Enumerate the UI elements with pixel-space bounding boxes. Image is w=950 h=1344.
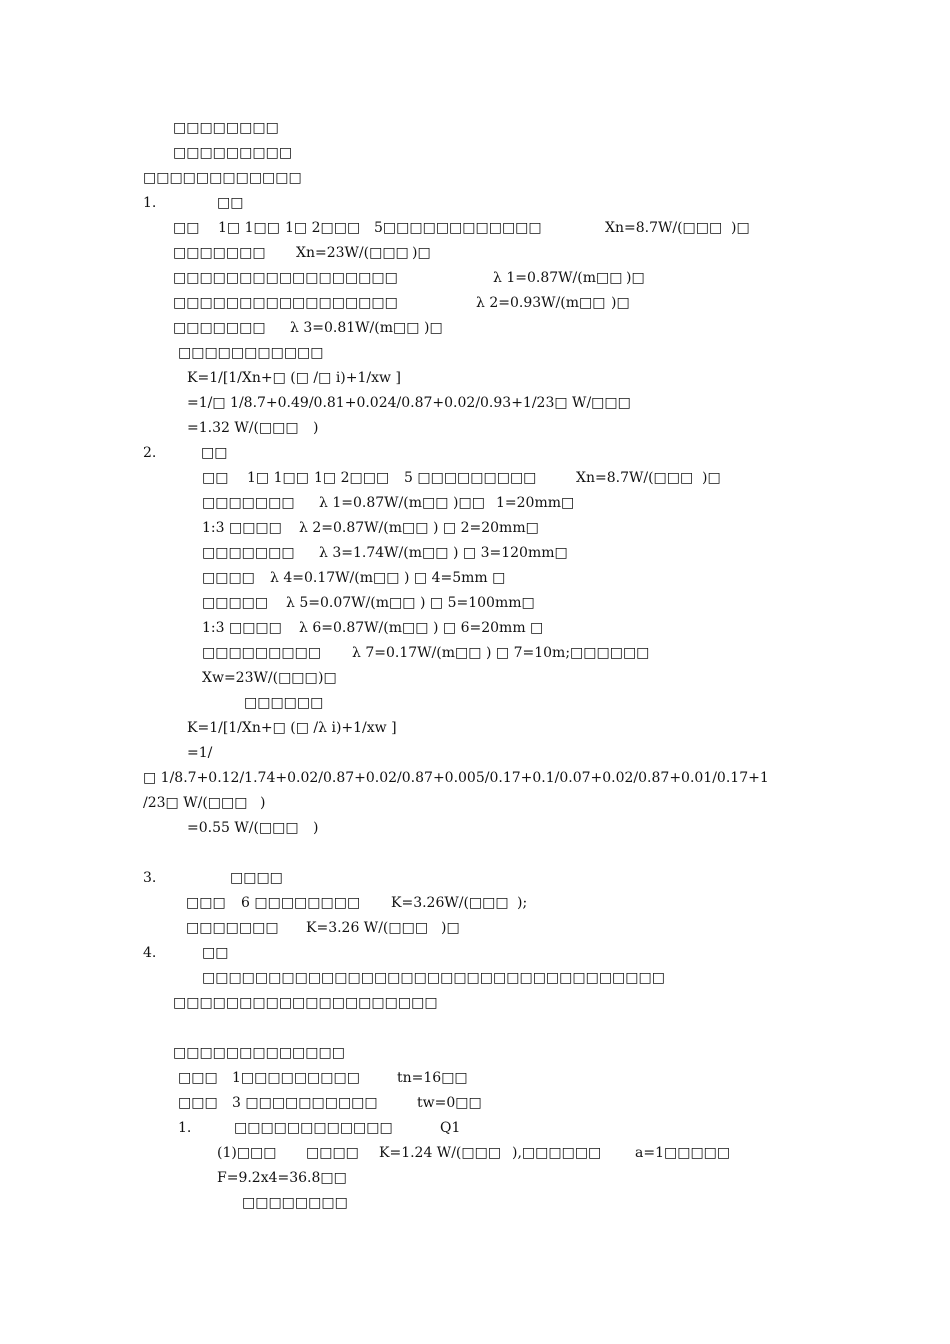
section-number: 4.: [143, 945, 157, 961]
text-run: λ 4=0.17W/(m□□: [270, 570, 400, 586]
text-run: λ 3=1.74W/(m□□: [319, 545, 449, 561]
text-run: □□□□□□□: [202, 495, 295, 511]
text-run: 1:3 □□□□: [202, 620, 282, 636]
text-run: □□□□□□□: [173, 320, 266, 336]
text-run: λ 2=0.93W/(m□□: [476, 295, 606, 311]
formula-text: ): [260, 795, 266, 811]
text-run: □□□□□□□□□: [202, 645, 322, 661]
text-run: λ 7=0.17W/(m□□: [352, 645, 482, 661]
text-run: K=1.24 W/(□□□: [379, 1145, 502, 1161]
text-run: )□: [424, 320, 443, 336]
text-line: [0, 1144, 950, 1162]
text-run: □□□□□□□□□□□□□□□□□: [173, 270, 398, 286]
text-line: [0, 594, 950, 612]
text-line: [0, 444, 950, 462]
text-line: [0, 1069, 950, 1087]
text-run: 5 □□□□□□□□□: [404, 470, 537, 486]
text-line: [0, 944, 950, 962]
formula-text: /23□ W/(□□□: [143, 795, 248, 811]
formula-line: [0, 794, 950, 812]
text-run: 1□ 2□□□: [285, 220, 361, 236]
text-run: F=9.2x4=36.8□□: [217, 1170, 347, 1186]
text-line: [0, 269, 950, 287]
text-run: □□□□□□□□: [242, 1195, 348, 1211]
section-number: 1.: [178, 1120, 192, 1136]
text-run: )□: [731, 220, 750, 236]
text-run: Xw=23W/(□□□: [202, 670, 318, 686]
text-run: □□□: [178, 1070, 218, 1086]
text-run: □□□□□□□□□□□□□□□□□□□□□□□□□□□□□□□□□□□: [202, 970, 665, 986]
text-line: [0, 969, 950, 987]
text-line: [0, 169, 950, 187]
text-run: )□: [441, 920, 460, 936]
text-run: □□□□: [306, 1145, 359, 1161]
text-run: 6 □□□□□□□□: [241, 895, 361, 911]
section-heading: □□: [217, 195, 244, 211]
text-run: □□□□□: [202, 595, 269, 611]
text-run: )□: [412, 245, 431, 261]
section-number: 2.: [143, 445, 157, 461]
text-run: (1)□□□: [217, 1145, 277, 1161]
text-line: [0, 119, 950, 137]
text-run: □□: [202, 470, 229, 486]
text-run: )□□: [453, 495, 485, 511]
text-run: ) □ 4=5mm □: [404, 570, 506, 586]
text-line: [0, 1119, 950, 1137]
text-line: [0, 694, 950, 712]
text-line: [0, 244, 950, 262]
formula-text: ): [313, 420, 319, 436]
text-run: 3 □□□□□□□□□□: [232, 1095, 378, 1111]
text-line: [0, 319, 950, 337]
text-run: ) □ 7=10m;□□□□□□: [486, 645, 650, 661]
text-run: K=3.26W/(□□□: [391, 895, 509, 911]
text-line: [0, 869, 950, 887]
text-run: □□□: [178, 1095, 218, 1111]
text-line: [0, 919, 950, 937]
text-run: ),□□□□□□: [512, 1145, 602, 1161]
formula-line: [0, 419, 950, 437]
text-line: [0, 669, 950, 687]
formula-text: =1/□ 1/8.7+0.49/0.81+0.024/0.87+0.02/0.93+1/23□ W/□□□: [187, 395, 631, 411]
text-line: [0, 994, 950, 1012]
text-line: [0, 494, 950, 512]
text-run: tw=0□□: [417, 1095, 482, 1111]
text-run: )□: [611, 295, 630, 311]
section-heading: □□□□: [230, 870, 283, 886]
text-run: □□□□□□□□□□□□□: [173, 1045, 345, 1061]
formula-line: [0, 719, 950, 737]
text-run: 5□□□□□□□□□□□□: [374, 220, 542, 236]
text-line: [0, 294, 950, 312]
formula-line: [0, 369, 950, 387]
text-run: □□□: [186, 895, 226, 911]
text-line: [0, 194, 950, 212]
text-run: □□□□□□□□□□□□: [234, 1120, 393, 1136]
text-line: [0, 544, 950, 562]
text-run: )□: [318, 670, 337, 686]
text-run: );: [517, 895, 528, 911]
text-run: □□□□□□□□□□□□□□□□□□□□: [173, 995, 438, 1011]
section-heading: □□: [201, 445, 228, 461]
text-run: □□□□□□□□□□□□□□□□□: [173, 295, 398, 311]
text-run: λ 5=0.07W/(m□□: [286, 595, 416, 611]
text-run: □□□□□□□□□: [173, 145, 293, 161]
text-run: 1:3 □□□□: [202, 520, 282, 536]
text-line: [0, 569, 950, 587]
text-run: λ 1=0.87W/(m□□: [319, 495, 449, 511]
formula-line: [0, 394, 950, 412]
section-number: 1.: [143, 195, 157, 211]
text-run: 1□ 1□□: [218, 220, 280, 236]
text-run: 1□ 2□□□: [314, 470, 390, 486]
text-run: □□□□: [202, 570, 255, 586]
text-line: [0, 644, 950, 662]
text-run: □□□□□□□□□□□: [178, 345, 324, 361]
text-run: ) □ 2=20mm□: [433, 520, 539, 536]
text-run: )□: [626, 270, 645, 286]
text-run: λ 1=0.87W/(m□□: [493, 270, 623, 286]
text-run: □□□□□□□: [186, 920, 279, 936]
formula-text: K=1/[1/Xn+□ (□ /□ i)+1/xw ]: [187, 370, 401, 386]
text-run: □□□□□□□□□□□□: [143, 170, 302, 186]
section-number: 3.: [143, 870, 157, 886]
text-line: [0, 1094, 950, 1112]
text-run: 1=20mm□: [496, 495, 575, 511]
formula-text: =1.32 W/(□□□: [187, 420, 299, 436]
formula-text: =0.55 W/(□□□: [187, 820, 299, 836]
formula-text: K=1/[1/Xn+□ (□ /λ i)+1/xw ]: [187, 720, 397, 736]
text-line: [0, 619, 950, 637]
text-run: λ 2=0.87W/(m□□: [299, 520, 429, 536]
text-run: □□□□□□: [244, 695, 324, 711]
text-run: λ 3=0.81W/(m□□: [290, 320, 420, 336]
text-run: Q1: [440, 1120, 461, 1136]
text-line: [0, 219, 950, 237]
formula-text: =1/: [187, 745, 213, 761]
text-run: a=1□□□□□: [635, 1145, 731, 1161]
formula-text: □ 1/8.7+0.12/1.74+0.02/0.87+0.02/0.87+0.005/0.17+0.1/0.07+0.02/0.87+0.01/0.17+1: [143, 770, 769, 786]
text-run: □□□□□□□□: [173, 120, 279, 136]
formula-line: [0, 769, 950, 787]
text-run: tn=16□□: [397, 1070, 468, 1086]
formula-line: [0, 819, 950, 837]
text-line: [0, 1169, 950, 1187]
text-run: □□: [173, 220, 200, 236]
text-run: ) □ 5=100mm□: [420, 595, 535, 611]
formula-line: [0, 744, 950, 762]
text-run: 1□□□□□□□□□: [232, 1070, 360, 1086]
text-line: [0, 144, 950, 162]
text-line: [0, 894, 950, 912]
text-line: [0, 1194, 950, 1212]
text-line: [0, 344, 950, 362]
text-run: Xn=8.7W/(□□□: [576, 470, 694, 486]
text-run: □□□□□□□: [202, 545, 295, 561]
text-run: ) □ 6=20mm □: [433, 620, 544, 636]
text-run: )□: [702, 470, 721, 486]
text-line: [0, 519, 950, 537]
formula-text: ): [313, 820, 319, 836]
section-heading: □□: [202, 945, 229, 961]
text-run: λ 6=0.87W/(m□□: [299, 620, 429, 636]
text-run: ) □ 3=120mm□: [453, 545, 568, 561]
text-run: □□□□□□□: [173, 245, 266, 261]
text-run: Xn=23W/(□□□: [296, 245, 409, 261]
text-run: Xn=8.7W/(□□□: [605, 220, 723, 236]
text-run: 1□ 1□□: [247, 470, 309, 486]
text-run: K=3.26 W/(□□□: [306, 920, 429, 936]
text-line: [0, 469, 950, 487]
text-line: [0, 1044, 950, 1062]
